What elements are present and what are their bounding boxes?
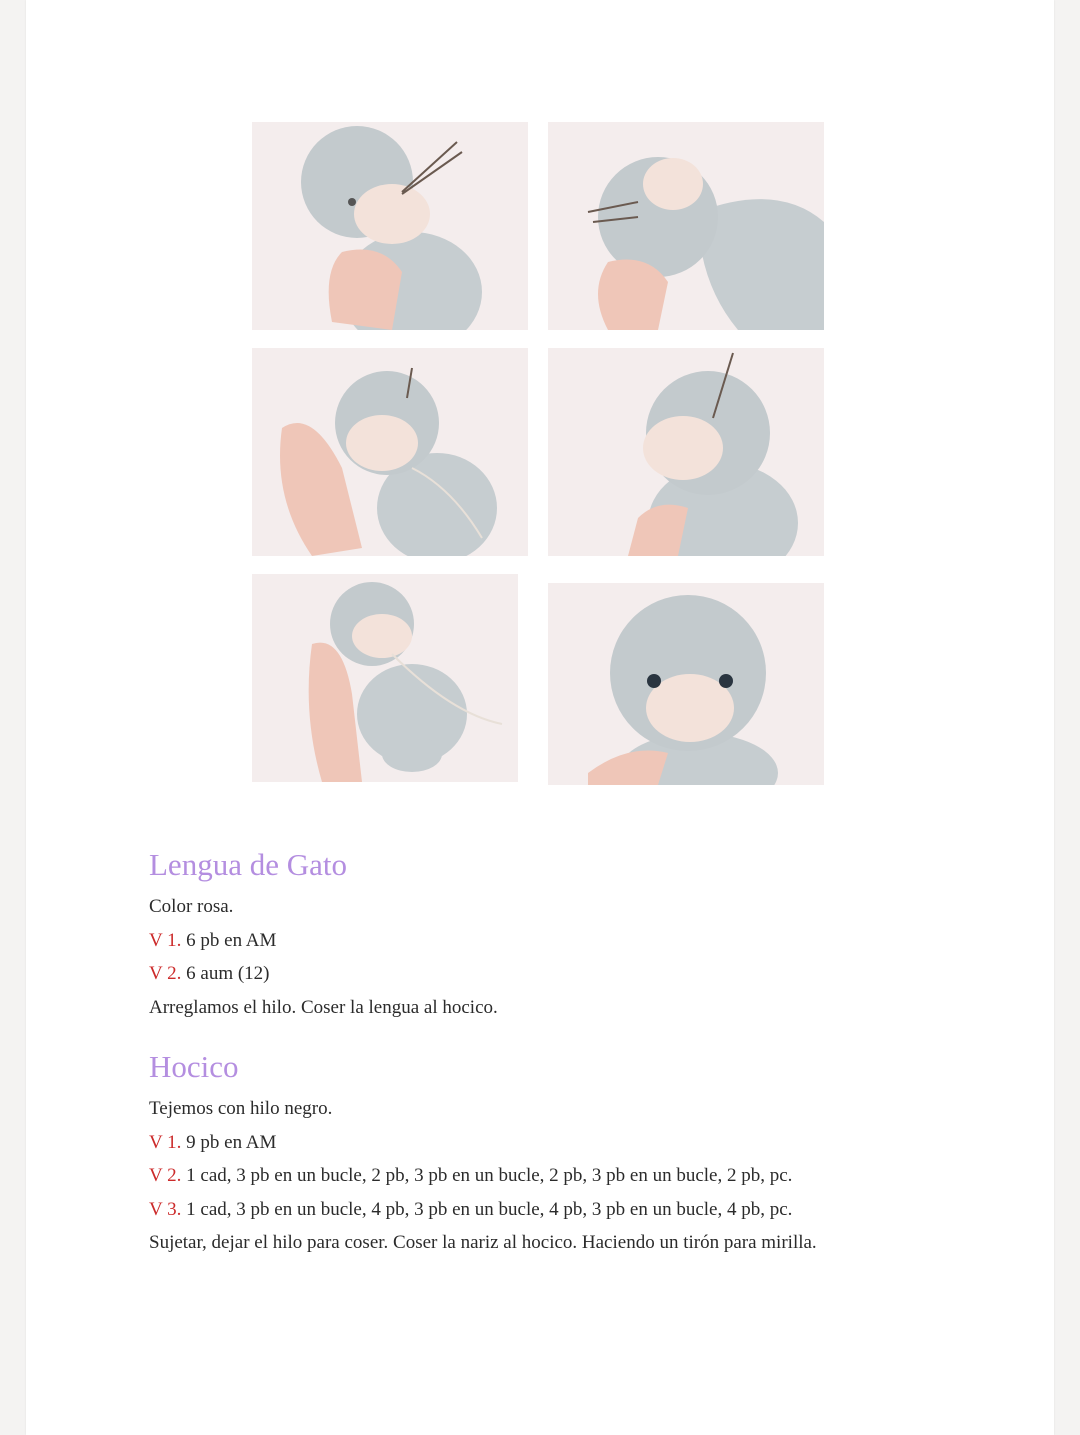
round-hocico-1: [149, 1126, 1029, 1160]
round-text: 1 cad, 3 pb en un bucle, 2 pb, 3 pb en un bucle, 2 pb, 3 pb en un bucle, 2 pb, pc.: [181, 1165, 793, 1186]
section-lengua: [149, 846, 1029, 1024]
section-title-lengua: Lengua de Gato: [149, 847, 347, 882]
step-photo-5: [252, 574, 518, 782]
crochet-head-image: [548, 122, 824, 330]
round-hocico-3: [149, 1193, 1029, 1227]
round-label: V 2.: [149, 1165, 182, 1186]
round-text: 6 pb en AM: [181, 929, 277, 951]
step-photo-3: [252, 348, 528, 556]
intro-lengua: Color rosa.: [149, 896, 234, 917]
round-text: 9 pb en AM: [181, 1131, 277, 1153]
crochet-head-image: [252, 122, 528, 330]
intro-hocico: Tejemos con hilo negro.: [149, 1098, 333, 1119]
round-hocico-2: [149, 1159, 1029, 1193]
section-hocico: [149, 1048, 1029, 1260]
round-label: V 1.: [149, 929, 182, 951]
step-photo-1: [252, 122, 528, 330]
crochet-head-image: [548, 348, 824, 556]
round-label: V 3.: [149, 1198, 182, 1220]
outro-lengua: Arreglamos el hilo. Coser la lengua al hocico.: [149, 996, 498, 1018]
round-text: 6 aum (12): [181, 963, 270, 984]
crochet-head-image: [252, 348, 528, 556]
step-photo-4: [548, 348, 824, 556]
crochet-toy-image: [252, 574, 518, 782]
document-page: [26, 0, 1054, 1435]
crochet-face-image: [548, 583, 824, 785]
round-label: V 1.: [149, 1131, 182, 1153]
pattern-text: [149, 846, 1029, 1260]
round-text: 1 cad, 3 pb en un bucle, 4 pb, 3 pb en un bucle, 4 pb, 3 pb en un bucle, 4 pb, pc.: [181, 1198, 793, 1220]
step-photo-2: [548, 122, 824, 330]
step-photo-6: [548, 583, 824, 785]
round-lengua-1: [149, 924, 1029, 958]
round-label: V 2.: [149, 963, 182, 984]
round-lengua-2: [149, 957, 1029, 991]
outro-hocico: Sujetar, dejar el hilo para coser. Coser la nariz al hocico. Haciendo un tirón para mirilla.: [149, 1232, 817, 1253]
section-title-hocico: Hocico: [149, 1049, 239, 1084]
